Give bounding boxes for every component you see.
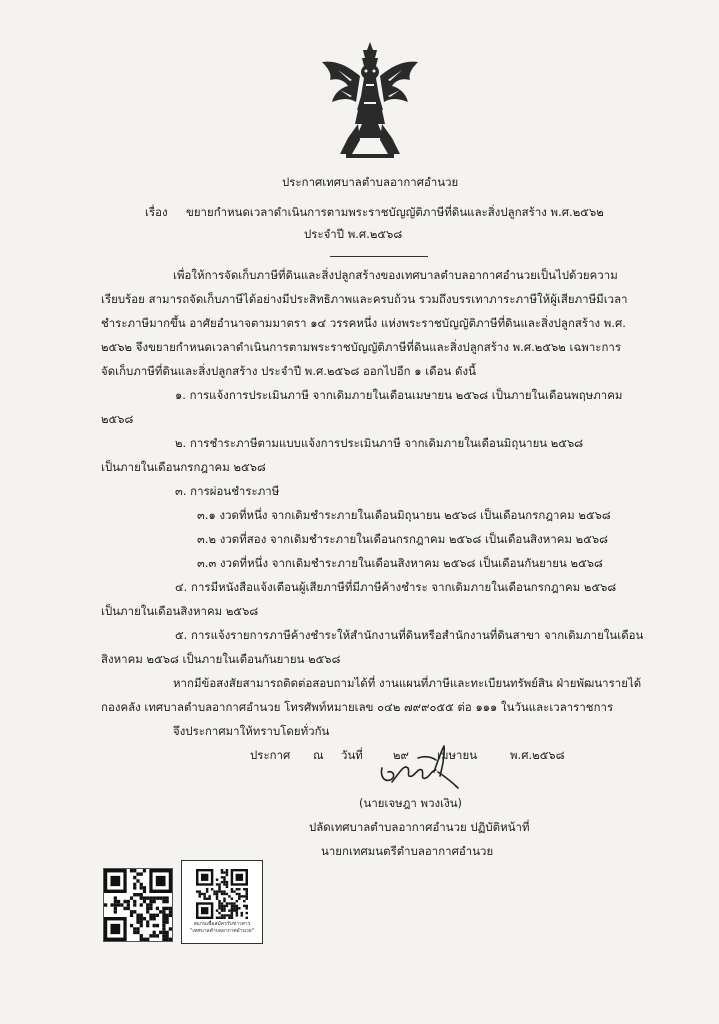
qr-module bbox=[133, 869, 136, 872]
qr-module bbox=[133, 893, 136, 896]
qr-module bbox=[146, 920, 149, 923]
qr-module bbox=[162, 896, 165, 899]
qr-module bbox=[218, 907, 220, 909]
qr-module bbox=[130, 896, 133, 899]
qr-module bbox=[231, 907, 233, 909]
item-4-cont: เป็นภายในเดือนสิงหาคม ๒๕๖๘ bbox=[101, 604, 259, 618]
qr-module bbox=[149, 934, 152, 937]
qr-module bbox=[143, 890, 146, 893]
qr-module bbox=[162, 910, 165, 913]
qr-module bbox=[153, 931, 156, 934]
qr-module bbox=[146, 924, 149, 927]
qr-module bbox=[201, 907, 208, 914]
qr-module bbox=[216, 909, 218, 911]
qr-module bbox=[243, 888, 245, 890]
date-year: พ.ศ.๒๕๖๘ bbox=[510, 748, 565, 762]
qr-module bbox=[149, 917, 152, 920]
signer-name: (นายเจษฎา พวงเงิน) bbox=[359, 796, 463, 810]
qr-module bbox=[218, 888, 220, 890]
qr-module bbox=[156, 876, 166, 886]
qr-module bbox=[226, 905, 228, 907]
qr-module bbox=[221, 871, 223, 873]
qr-module bbox=[133, 876, 136, 879]
qr-module bbox=[236, 909, 238, 911]
qr-module bbox=[110, 903, 113, 906]
qr-module bbox=[241, 914, 243, 916]
qr-module bbox=[162, 931, 165, 934]
qr-module bbox=[233, 890, 235, 892]
qr-module bbox=[120, 903, 123, 906]
qr-module bbox=[221, 914, 223, 916]
qr-module bbox=[130, 924, 133, 927]
qr-module bbox=[206, 888, 208, 890]
qr-module bbox=[153, 924, 156, 927]
qr-module bbox=[140, 924, 143, 927]
announcement-title: ประกาศเทศบาลตำบลอากาศอำนวย bbox=[282, 175, 459, 189]
qr-module bbox=[218, 917, 220, 919]
qr-module bbox=[243, 905, 245, 907]
qr-module bbox=[246, 888, 248, 890]
item-1-cont: ๒๕๖๘ bbox=[101, 412, 134, 426]
qr-module bbox=[198, 895, 200, 897]
qr-module bbox=[140, 886, 143, 889]
qr-module bbox=[221, 905, 223, 907]
qr-module bbox=[127, 907, 130, 910]
qr-module bbox=[136, 893, 139, 896]
qr-module bbox=[231, 890, 233, 892]
qr-module bbox=[216, 917, 218, 919]
qr-module bbox=[198, 890, 200, 892]
qr-module bbox=[146, 903, 149, 906]
qr-module bbox=[226, 871, 228, 873]
qr-module bbox=[241, 895, 243, 897]
qr-module bbox=[146, 910, 149, 913]
qr-module bbox=[149, 900, 152, 903]
intro-line: เพื่อให้การจัดเก็บภาษีที่ดินและสิ่งปลูกสร้างของเทศบาลตำบลอากาศอำนวยเป็นไปด้วยความ bbox=[173, 268, 618, 282]
qr-module bbox=[136, 872, 139, 875]
date-announce: ประกาศ bbox=[250, 748, 291, 762]
qr-module bbox=[140, 872, 143, 875]
qr-module bbox=[238, 893, 240, 895]
qr-module bbox=[218, 890, 220, 892]
qr-module bbox=[166, 900, 169, 903]
qr-module bbox=[136, 927, 139, 930]
qr-module bbox=[136, 879, 139, 882]
qr-module bbox=[223, 883, 225, 885]
item-2-cont: เป็นภายในเดือนกรกฎาคม ๒๕๖๘ bbox=[101, 460, 266, 474]
qr-module bbox=[166, 914, 169, 917]
qr-module bbox=[162, 900, 165, 903]
qr-module bbox=[149, 914, 152, 917]
qr-module bbox=[208, 895, 210, 897]
qr-module bbox=[140, 938, 143, 941]
qr-module bbox=[216, 893, 218, 895]
qr-module bbox=[133, 927, 136, 930]
qr-module bbox=[228, 917, 230, 919]
qr-module bbox=[203, 895, 205, 897]
qr-module bbox=[216, 895, 218, 897]
qr-module bbox=[136, 914, 139, 917]
qr-module bbox=[153, 934, 156, 937]
qr-module bbox=[226, 869, 228, 871]
date-month: เมษายน bbox=[437, 748, 478, 762]
qr-module bbox=[221, 917, 223, 919]
qr-module bbox=[218, 912, 220, 914]
qr-module bbox=[228, 895, 230, 897]
qr-module bbox=[114, 903, 117, 906]
subject-line-2: ประจำปี พ.ศ.๒๕๖๘ bbox=[304, 227, 403, 241]
qr-module bbox=[231, 898, 233, 900]
qr-module bbox=[226, 874, 228, 876]
qr-module bbox=[143, 886, 146, 889]
qr-module bbox=[136, 920, 139, 923]
qr-module bbox=[156, 924, 159, 927]
qr-module bbox=[133, 931, 136, 934]
qr-module bbox=[233, 909, 235, 911]
qr-module bbox=[246, 907, 248, 909]
qr-module bbox=[231, 917, 233, 919]
qr-module bbox=[162, 917, 165, 920]
qr-module bbox=[140, 934, 143, 937]
qr-module bbox=[169, 938, 172, 941]
qr-module bbox=[223, 917, 225, 919]
qr-module bbox=[223, 905, 225, 907]
qr-module bbox=[231, 905, 233, 907]
qr-module bbox=[233, 902, 235, 904]
qr-module bbox=[223, 871, 225, 873]
qr-module bbox=[153, 896, 156, 899]
qr-module bbox=[223, 898, 225, 900]
qr-module bbox=[211, 888, 213, 890]
qr-module bbox=[231, 912, 233, 914]
qr-module bbox=[169, 910, 172, 913]
qr-module bbox=[223, 900, 225, 902]
qr-module bbox=[221, 893, 223, 895]
item-3-1: ๓.๑ งวดที่หนึ่ง จากเดิมชำระภายในเดือนมิถุนายน ๒๕๖๘ เป็นเดือนกรกฎาคม ๒๕๖๘ bbox=[197, 508, 611, 522]
qr-module bbox=[236, 912, 238, 914]
signature-mark bbox=[378, 742, 460, 792]
qr-module bbox=[136, 931, 139, 934]
item-2: ๒. การชำระภาษีตามแบบแจ้งการประเมินภาษี จากเดิมภายในเดือนมิถุนายน ๒๕๖๘ bbox=[175, 436, 584, 450]
qr-module bbox=[166, 934, 169, 937]
qr-module bbox=[130, 869, 133, 872]
qr-module bbox=[243, 895, 245, 897]
qr-module bbox=[226, 883, 228, 885]
qr-module bbox=[114, 907, 117, 910]
qr-module bbox=[203, 898, 205, 900]
qr-module bbox=[146, 938, 149, 941]
qr-module bbox=[117, 900, 120, 903]
qr-module bbox=[169, 914, 172, 917]
qr-module bbox=[206, 890, 208, 892]
contact-line: หากมีข้อสงสัยสามารถติดต่อสอบถามได้ที่ งานแผนที่ภาษีและทะเบียนทรัพย์สิน ฝ่ายพัฒนารายได้ bbox=[173, 676, 642, 690]
title-divider bbox=[330, 256, 428, 257]
qr-module bbox=[223, 893, 225, 895]
qr-module bbox=[216, 883, 218, 885]
qr-module bbox=[238, 888, 240, 890]
qr-module bbox=[201, 893, 203, 895]
qr-module bbox=[140, 903, 143, 906]
item-1: ๑. การแจ้งการประเมินภาษี จากเดิมภายในเดือนเมษายน ๒๕๖๘ เป็นภายในเดือนพฤษภาคม bbox=[175, 388, 623, 402]
qr-module bbox=[216, 890, 218, 892]
qr-module bbox=[133, 900, 136, 903]
qr-code-2[interactable] bbox=[181, 860, 263, 944]
qr-module bbox=[166, 931, 169, 934]
qr-module bbox=[233, 905, 235, 907]
qr-module bbox=[140, 920, 143, 923]
intro-line: ชำระภาษีมากขึ้น อาศัยอำนาจตามมาตรา ๑๔ วรรคหนึ่ง แห่งพระราชบัญญัติภาษีที่ดินและสิ่งปลูกสร้าง พ.ศ. bbox=[101, 316, 626, 330]
qr-module bbox=[133, 886, 136, 889]
qr-module bbox=[162, 927, 165, 930]
qr-module bbox=[156, 934, 159, 937]
qr-module bbox=[201, 874, 208, 881]
qr-module bbox=[143, 938, 146, 941]
qr-module bbox=[231, 914, 233, 916]
qr-module bbox=[216, 879, 218, 881]
qr-module bbox=[169, 907, 172, 910]
intro-line: ๒๕๖๒ จึงขยายกำหนดเวลาดำเนินการตามพระราชบัญญัติภาษีที่ดินและสิ่งปลูกสร้าง พ.ศ.๒๕๖๒ เฉพาะการ bbox=[101, 340, 622, 354]
qr-module bbox=[246, 898, 248, 900]
qr-module bbox=[236, 905, 238, 907]
qr-module bbox=[162, 934, 165, 937]
qr-module bbox=[236, 888, 238, 890]
qr-module bbox=[159, 896, 162, 899]
garuda-emblem-icon bbox=[318, 40, 423, 165]
qr-module bbox=[104, 903, 107, 906]
qr-module bbox=[140, 896, 143, 899]
qr-caption: สแกนเพื่อสมัครรับข่าวสาร "เทศบาลตำบลอากาศอำนวย" bbox=[190, 921, 254, 934]
qr-module bbox=[221, 869, 223, 871]
subject-label: เรื่อง bbox=[145, 205, 168, 219]
intro-line: เรียบร้อย สามารถจัดเก็บภาษีได้อย่างมีประสิทธิภาพและครบถ้วน รวมถึงบรรเทาภาระภาษีให้ผู้เสียภาษีมีเวลา bbox=[101, 292, 628, 306]
qr-module bbox=[146, 896, 149, 899]
qr-module bbox=[228, 909, 230, 911]
qr-pattern bbox=[196, 869, 248, 919]
date-day-label: วันที่ bbox=[341, 748, 363, 762]
qr-module bbox=[221, 907, 223, 909]
qr-module bbox=[114, 896, 117, 899]
qr-module bbox=[143, 896, 146, 899]
qr-module bbox=[159, 910, 162, 913]
date-at: ณ bbox=[313, 748, 324, 762]
qr-module bbox=[246, 917, 248, 919]
item-3-2: ๓.๒ งวดที่สอง จากเดิมชำระภายในเดือนกรกฎาคม ๒๕๖๘ เป็นเดือนสิงหาคม ๒๕๖๘ bbox=[197, 532, 609, 546]
qr-module bbox=[153, 914, 156, 917]
qr-module bbox=[130, 910, 133, 913]
qr-module bbox=[133, 883, 136, 886]
qr-module bbox=[231, 902, 233, 904]
qr-module bbox=[136, 917, 139, 920]
qr-module bbox=[231, 909, 233, 911]
qr-module bbox=[223, 907, 225, 909]
qr-module bbox=[169, 927, 172, 930]
qr-module bbox=[153, 900, 156, 903]
qr-module bbox=[162, 938, 165, 941]
qr-module bbox=[114, 910, 117, 913]
qr-module bbox=[236, 893, 238, 895]
qr-module bbox=[143, 900, 146, 903]
qr-module bbox=[236, 874, 243, 881]
qr-module bbox=[228, 902, 230, 904]
qr-module bbox=[114, 900, 117, 903]
qr-module bbox=[110, 876, 120, 886]
qr-module bbox=[143, 917, 146, 920]
qr-module bbox=[216, 898, 218, 900]
qr-module bbox=[198, 893, 200, 895]
signer-position-1: ปลัดเทศบาลตำบลอากาศอำนวย ปฏิบัติหน้าที่ bbox=[309, 820, 530, 834]
qr-module bbox=[231, 888, 233, 890]
qr-module bbox=[226, 886, 228, 888]
qr-module bbox=[236, 914, 238, 916]
qr-module bbox=[196, 890, 198, 892]
qr-module bbox=[156, 907, 159, 910]
qr-module bbox=[221, 876, 223, 878]
qr-module bbox=[236, 907, 238, 909]
qr-module bbox=[156, 896, 159, 899]
qr-module bbox=[233, 907, 235, 909]
qr-module bbox=[223, 876, 225, 878]
qr-module bbox=[223, 879, 225, 881]
qr-module bbox=[166, 920, 169, 923]
qr-module bbox=[238, 907, 240, 909]
qr-module bbox=[110, 924, 120, 934]
qr-module bbox=[206, 898, 208, 900]
item-5-cont: สิงหาคม ๒๕๖๘ เป็นภายในเดือนกันยายน ๒๕๖๘ bbox=[101, 652, 341, 666]
item-5: ๕. การแจ้งรายการภาษีค้างชำระให้สำนักงานที่ดินหรือสำนักงานที่ดินสาขา จากเดิมภายในเดือน bbox=[175, 628, 644, 642]
qr-module bbox=[117, 903, 120, 906]
qr-module bbox=[143, 869, 146, 872]
qr-module bbox=[133, 910, 136, 913]
qr-pattern bbox=[104, 869, 172, 941]
item-3-3: ๓.๓ งวดที่หนึ่ง จากเดิมชำระภายในเดือนสิงหาคม ๒๕๖๘ เป็นเดือนกันยายน ๒๕๖๘ bbox=[197, 556, 603, 570]
qr-module bbox=[228, 914, 230, 916]
qr-module bbox=[213, 893, 215, 895]
qr-module bbox=[223, 890, 225, 892]
qr-module bbox=[218, 905, 220, 907]
qr-module bbox=[226, 914, 228, 916]
qr-module bbox=[162, 907, 165, 910]
closing-line: จึงประกาศมาให้ทราบโดยทั่วกัน bbox=[173, 724, 330, 738]
qr-module bbox=[221, 902, 223, 904]
qr-module bbox=[226, 881, 228, 883]
qr-module bbox=[218, 883, 220, 885]
qr-module bbox=[246, 905, 248, 907]
signer-position-2: นายกเทศมนตรีตำบลอากาศอำนวย bbox=[321, 844, 494, 858]
qr-module bbox=[203, 893, 205, 895]
qr-module bbox=[243, 900, 245, 902]
item-4: ๔. การมีหนังสือแจ้งเตือนผู้เสียภาษีที่มีภาษีค้างชำระ จากเดิมภายในเดือนกรกฎาคม ๒๕๖๘ bbox=[175, 580, 617, 594]
qr-module bbox=[246, 895, 248, 897]
qr-module bbox=[149, 903, 152, 906]
qr-module bbox=[238, 895, 240, 897]
qr-module bbox=[140, 883, 143, 886]
qr-module bbox=[218, 886, 220, 888]
qr-module bbox=[159, 931, 162, 934]
qr-module bbox=[166, 917, 169, 920]
qr-module bbox=[130, 914, 133, 917]
qr-module bbox=[226, 902, 228, 904]
date-day: ๒๙ bbox=[393, 748, 409, 762]
qr-module bbox=[146, 907, 149, 910]
qr-module bbox=[246, 890, 248, 892]
qr-module bbox=[156, 914, 159, 917]
qr-module bbox=[213, 890, 215, 892]
qr-module bbox=[127, 900, 130, 903]
qr-module bbox=[133, 903, 136, 906]
qr-module bbox=[221, 909, 223, 911]
qr-module bbox=[221, 890, 223, 892]
qr-module bbox=[149, 896, 152, 899]
qr-module bbox=[218, 900, 220, 902]
contact-line: กองคลัง เทศบาลตำบลอากาศอำนวย โทรศัพท์หมายเลข ๐๔๒ ๗๙๙๐๕๕ ต่อ ๑๑๑ ในวันและเวลาราชการ bbox=[101, 700, 614, 714]
qr-module bbox=[221, 881, 223, 883]
qr-module bbox=[162, 914, 165, 917]
qr-module bbox=[149, 907, 152, 910]
qr-module bbox=[223, 914, 225, 916]
qr-module bbox=[140, 893, 143, 896]
qr-module bbox=[208, 898, 210, 900]
qr-module bbox=[140, 914, 143, 917]
qr-module bbox=[123, 900, 126, 903]
qr-module bbox=[123, 907, 126, 910]
intro-line: จัดเก็บภาษีที่ดินและสิ่งปลูกสร้าง ประจำปี พ.ศ.๒๕๖๘ ออกไปอีก ๑ เดือน ดังนี้ bbox=[101, 364, 476, 378]
qr-module bbox=[166, 907, 169, 910]
qr-module bbox=[218, 902, 220, 904]
item-3: ๓. การผ่อนชำระภาษี bbox=[175, 484, 280, 498]
qr-module bbox=[153, 917, 156, 920]
qr-module bbox=[238, 898, 240, 900]
qr-module bbox=[162, 920, 165, 923]
qr-module bbox=[241, 912, 243, 914]
qr-module bbox=[236, 900, 238, 902]
qr-module bbox=[246, 893, 248, 895]
qr-module bbox=[223, 881, 225, 883]
qr-module bbox=[166, 938, 169, 941]
qr-module bbox=[246, 912, 248, 914]
qr-module bbox=[226, 893, 228, 895]
qr-code-1[interactable] bbox=[103, 868, 173, 942]
qr-module bbox=[140, 917, 143, 920]
qr-module bbox=[166, 896, 169, 899]
qr-module bbox=[127, 903, 130, 906]
qr-module bbox=[162, 924, 165, 927]
subject-line-1: ขยายกำหนดเวลาดำเนินการตามพระราชบัญญัติภาษีที่ดินและสิ่งปลูกสร้าง พ.ศ.๒๕๖๒ bbox=[186, 205, 604, 219]
qr-module bbox=[223, 909, 225, 911]
